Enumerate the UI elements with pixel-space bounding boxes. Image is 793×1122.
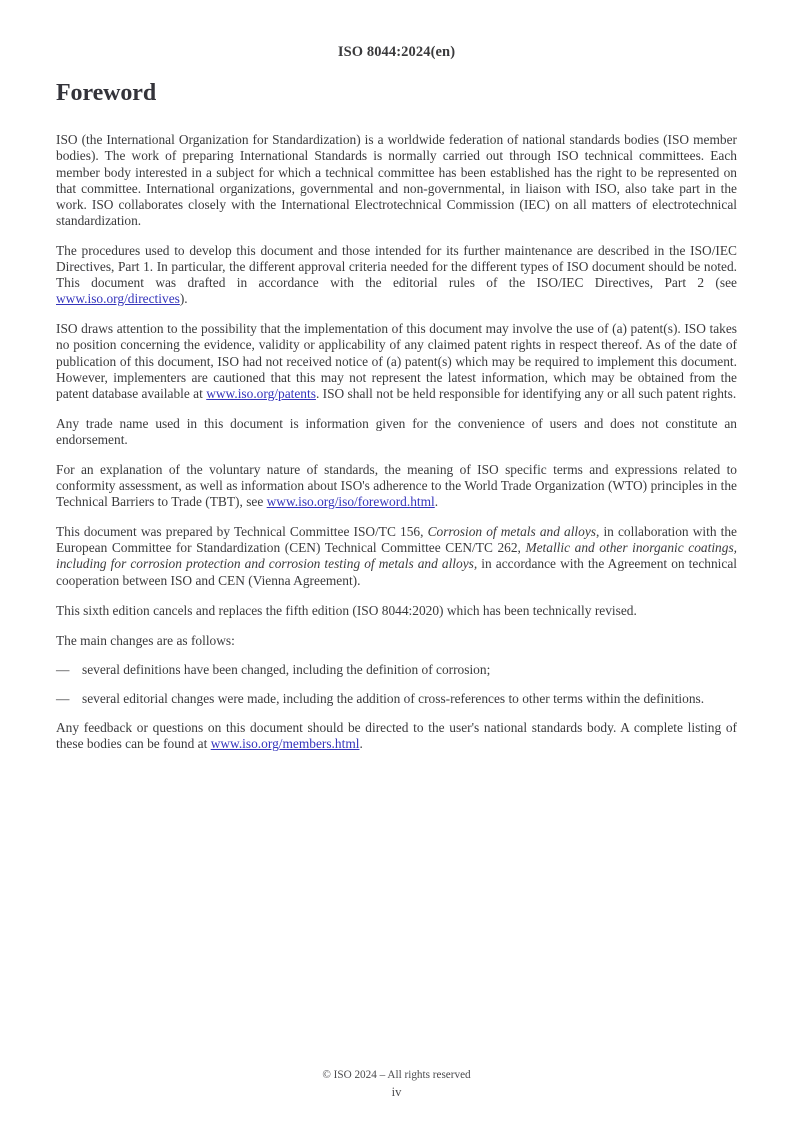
paragraph-patents-text-before: ISO draws attention to the possibility that the implementation of this document may involve the use of (a) patent(s). ISO takes no position concerning the evidence, validity or applicability of any claimed patent rights in respect thereof. As of the date of publication of this document, ISO had not received notice of (a) patent(s) which may be required to implement this document. However, implementers are cautioned that this may not represent the latest information, which may be obtained from the patent database available at xyxy=(56,321,737,401)
paragraph-feedback xyxy=(56,720,737,752)
document-content xyxy=(56,80,737,752)
list-item-label: several definitions have been changed, including the definition of corrosion; xyxy=(82,661,491,677)
em-dash-marker-icon: — xyxy=(56,690,70,706)
em-dash-marker-icon: — xyxy=(56,661,70,677)
committee-title-iso-tc-156: Corrosion of metals and alloys xyxy=(427,524,596,540)
committee-text-3: in accordance with the Agreement on technical cooperation between ISO and CEN (Vienna Agreement). xyxy=(56,556,737,588)
paragraph-voluntary-text-before: For an explanation of the voluntary nature of standards, the meaning of ISO specific terms and expressions related to conformity assessment, as well as information about ISO's adherence to the World Trade Organization (WTO) principles in the Technical Barriers to Trade (TBT), see xyxy=(56,461,737,510)
paragraph-patents-text-after: . ISO shall not be held responsible for identifying any or all such patent rights. xyxy=(315,385,737,401)
committee-text-2: , in collaboration with the European Committee for Standardization (CEN) Technical Committee CEN/TC 262, xyxy=(56,524,737,556)
list-item xyxy=(56,691,737,707)
paragraph-voluntary-text-after: . xyxy=(434,494,439,510)
paragraph-procedures-text-after: ). xyxy=(179,291,188,307)
link-iso-foreword[interactable]: www.iso.org/iso/foreword.html xyxy=(266,494,435,510)
running-head: ISO 8044:2024(en) xyxy=(337,44,456,60)
committee-text-1: This document was prepared by Technical Committee ISO/TC 156, xyxy=(56,524,428,540)
list-item-label: several editorial changes were made, including the addition of cross-references to other terms within the definitions. xyxy=(82,690,705,706)
paragraph-main-changes-intro: The main changes are as follows: xyxy=(56,632,235,648)
paragraph-edition-notice: This sixth edition cancels and replaces the fifth edition (ISO 8044:2020) which has been technically revised. xyxy=(56,602,637,618)
copyright-notice: © ISO 2024 – All rights reserved xyxy=(322,1069,471,1081)
main-changes-list xyxy=(56,662,737,707)
committee-title-cen-tc-262: Metallic and other inorganic coatings, including for corrosion protection and corrosion testing of metals and alloys, xyxy=(56,540,737,572)
page-title: Foreword xyxy=(56,80,157,106)
list-item xyxy=(56,662,737,678)
page-footer xyxy=(0,1068,793,1100)
paragraph-procedures xyxy=(56,243,737,307)
paragraph-voluntary-nature xyxy=(56,462,737,510)
link-iso-directives[interactable]: www.iso.org/directives xyxy=(56,291,180,307)
paragraph-feedback-text-before: Any feedback or questions on this document should be directed to the user's national standards body. A complete listing of these bodies can be found at xyxy=(56,720,737,752)
link-iso-patents[interactable]: www.iso.org/patents xyxy=(206,385,316,401)
paragraph-trade-name: Any trade name used in this document is information given for the convenience of users and does not constitute an endorsement. xyxy=(56,415,737,447)
paragraph-committee xyxy=(56,524,737,588)
paragraph-iso-description: ISO (the International Organization for Standardization) is a worldwide federation of national standards bodies (ISO member bodies). The work of preparing International Standards is normally carried out through ISO technical committees. Each member body interested in a subject for which a technical committee has been established has the right to be represented on that committee. International organizations, governmental and non-governmental, in liaison with ISO, also take part in the work. ISO collaborates closely with the International Electrotechnical Commission (IEC) on all matters of electrotechnical standardization. xyxy=(56,132,737,228)
page-number: iv xyxy=(391,1085,402,1099)
paragraph-feedback-text-after: . xyxy=(359,736,363,752)
link-iso-members[interactable]: www.iso.org/members.html xyxy=(210,736,360,752)
paragraph-procedures-text-before: The procedures used to develop this document and those intended for its further maintenance are described in the ISO/IEC Directives, Part 1. In particular, the different approval criteria needed for the different types of ISO document should be noted. This document was drafted in accordance with the editorial rules of the ISO/IEC Directives, Part 2 (see xyxy=(56,242,737,291)
paragraph-patents xyxy=(56,321,737,401)
